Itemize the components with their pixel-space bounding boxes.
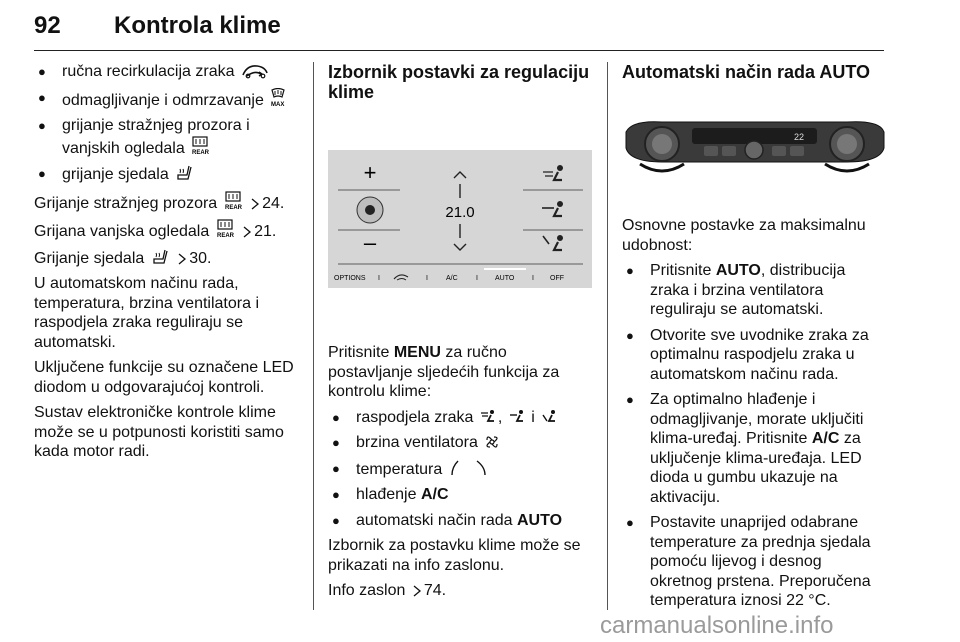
list-item: ● grijanje sjedala [34,164,302,185]
list-item: ● brzina ventilatora [328,433,594,453]
ref-arrow-icon [242,225,252,239]
page-ref-link[interactable]: 24. [262,194,285,212]
temp-minus-button[interactable]: – [363,230,377,255]
chapter-title: Kontrola klime [114,12,281,39]
defrost-max-icon [270,88,286,108]
temperature-readout: 21.0 [445,204,475,221]
options-button[interactable]: OPTIONS [334,275,366,282]
off-button[interactable]: OFF [550,275,564,282]
seat-heating-icon [175,164,193,182]
column-2-text [328,343,594,607]
list-item: ● odmagljivanje i odmrzavanje MAX [34,88,302,111]
ref-line: Info zaslon 74. [328,582,447,599]
column-2 [328,62,594,102]
column-3-text [622,216,887,617]
ref-arrow-icon [177,252,187,266]
column-1 [34,62,302,468]
list-item: ● Postavite unaprijed odabrane temperature za prednja sjedala pomoću lijevog i desnog okretnog prstena. Preporučena temperatura iznosi 22 °C. [622,513,887,611]
paragraph: Izbornik za postavku klime može se prikazati na info zaslonu. [328,537,581,574]
panel-button[interactable] [772,146,786,156]
column-divider [313,62,314,610]
list-item: ● grijanje stražnjeg prozora i vanjskih ogledala REAR [34,116,302,158]
climate-control-panel-figure [622,118,887,178]
column-divider [607,62,608,610]
climate-menu-display-figure [328,150,592,288]
feature-list [34,62,302,185]
auto-button[interactable]: AUTO [495,275,515,282]
svg-text:MAX: MAX [271,101,285,108]
recirculation-icon [241,63,269,79]
ref-line: Grijana vanjska ogledala REAR 21. [34,219,302,242]
page-number: 92 [34,12,61,39]
svg-text:I: I [426,275,428,282]
panel-button[interactable] [704,146,718,156]
list-item: ● temperatura [328,459,594,480]
list-item: ● Otvorite sve uvodnike zraka za optimalnu raspodjelu zraka u automatskom načinu rada. [622,326,887,385]
page-ref-link[interactable]: 74. [423,582,447,599]
panel-button[interactable] [790,146,804,156]
list-item: ● Za optimalno hlađenje i odmagljivanje, morate uključiti klima-uređaj. Pritisnite A/C za uključenje klima-uređaja. LED dioda u gumbu ukazuje na aktivaciju. [622,390,887,507]
svg-text:REAR: REAR [224,204,242,211]
rear-defrost-icon [216,219,234,239]
svg-text:I: I [476,275,478,282]
temperature-arrows-icon [449,459,489,477]
center-knob[interactable] [745,141,763,159]
paragraph: Sustav elektroničke kontrole klime može se u potpunosti koristiti samo kada motor radi. [34,404,284,460]
paragraph: Uključene funkcije su označene LED diodom u odgovarajućoj kontroli. [34,359,294,396]
svg-text:I: I [532,275,534,282]
rear-defrost-icon [224,191,242,211]
page-ref-link[interactable]: 30. [189,249,212,267]
ac-button[interactable]: A/C [446,275,458,282]
svg-text:REAR: REAR [192,149,210,156]
settings-list [622,261,887,611]
list-item: ● automatski način rada AUTO [328,511,594,531]
list-item: ● raspodjela zraka , i [328,408,594,428]
svg-text:REAR: REAR [216,233,234,239]
paragraph: U automatskom načinu rada, temperatura, brzina ventilatora i raspodjela zraka reguliraju se automatski. [34,275,259,351]
section-heading: Izbornik postavki za regulaciju klime [328,62,590,102]
function-list [328,408,594,531]
ref-line: Grijanje stražnjeg prozora REAR 24. [34,191,302,214]
fan-icon [484,434,500,450]
control-panel-illustration [622,118,887,178]
air-windshield-icon [480,409,496,425]
column-3 [622,62,887,82]
paragraph: Osnovne postavke za maksimalnu udobnost: [622,217,866,254]
panel-temp-readout: 22 [794,132,805,142]
air-feet-icon [541,409,557,425]
climate-display-illustration [328,150,592,288]
page-ref-link[interactable]: 21. [254,223,277,240]
paragraph: Pritisnite MENU za ručno postavljanje sljedećih funkcija za kontrolu klime: [328,344,560,400]
rear-defrost-icon [191,136,209,156]
air-face-icon [509,409,525,425]
list-item: ● ručna recirkulacija zraka [34,62,302,82]
ref-line: Grijanje sjedala 30. [34,249,212,267]
ref-arrow-icon [250,197,260,211]
svg-text:I: I [378,275,380,282]
list-item: ● hlađenje A/C [328,485,594,505]
fan-icon [365,205,375,215]
list-item: ● Pritisnite AUTO, distribucija zraka i brzina ventilatora reguliraju se automatski. [622,261,887,320]
watermark: carmanualsonline.info [600,612,834,639]
section-heading: Automatski način rada AUTO [622,62,871,82]
seat-heating-icon [151,248,169,266]
page-header [34,10,884,51]
panel-button[interactable] [722,146,736,156]
ref-arrow-icon [412,584,422,598]
temp-plus-button[interactable]: + [363,160,377,185]
